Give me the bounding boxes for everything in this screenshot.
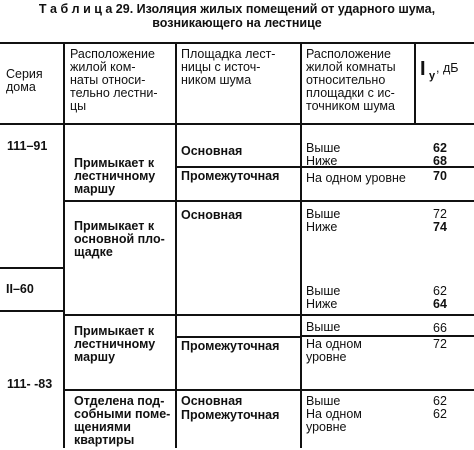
landing-intermediate: Промежуточная bbox=[181, 408, 280, 422]
header-series: Серия дома bbox=[6, 67, 43, 94]
iy-value: 70 bbox=[433, 169, 447, 183]
divider-col1 bbox=[63, 42, 65, 448]
landing-main: Основная bbox=[181, 394, 243, 408]
series-111-91: 111–91 bbox=[7, 139, 48, 153]
relative-position: Выше bbox=[306, 141, 341, 155]
relative-position: Выше bbox=[306, 284, 341, 298]
iy-value: 72 bbox=[433, 337, 447, 351]
landing-intermediate: Промежуточная bbox=[181, 169, 280, 183]
room-position: Отделена под- собными поме- щениями квартиры bbox=[74, 394, 171, 447]
landing-main: Основная bbox=[181, 208, 243, 222]
relative-position: Ниже bbox=[306, 154, 338, 168]
relative-position: Ниже bbox=[306, 297, 338, 311]
relative-position: Ниже bbox=[306, 220, 338, 234]
row-rule bbox=[64, 200, 474, 202]
header-relative-position: Расположение жилой комнаты относительно площадки с ис- точником шума bbox=[306, 47, 396, 113]
iy-value: 74 bbox=[433, 220, 447, 234]
header-bottom-rule bbox=[0, 123, 474, 125]
landing-main: Основная bbox=[181, 144, 243, 158]
relative-position: Выше bbox=[306, 320, 341, 334]
divider-col2 bbox=[175, 42, 177, 448]
iy-subscript: у bbox=[429, 70, 436, 82]
iy-unit: , дБ bbox=[436, 61, 459, 75]
iy-value: 62 bbox=[433, 141, 447, 155]
row-rule bbox=[64, 389, 474, 391]
relative-position: На одном уровне bbox=[306, 407, 362, 434]
row-rule bbox=[64, 314, 474, 316]
room-position: Примыкает к лестничному маршу bbox=[74, 324, 156, 364]
series-111-83: 111- -83 bbox=[7, 377, 53, 391]
relative-position: Выше bbox=[306, 394, 341, 408]
iy-value: 68 bbox=[433, 154, 447, 168]
row-rule bbox=[0, 310, 64, 312]
table-caption: Т а б л и ц а 29. Изоляция жилых помещений от ударного шума, bbox=[38, 2, 436, 16]
table-caption-line2: возникающего на лестнице bbox=[152, 16, 322, 30]
row-rule bbox=[176, 336, 301, 338]
iy-value: 64 bbox=[433, 297, 447, 311]
iy-symbol: I bbox=[420, 58, 426, 80]
divider-col3 bbox=[300, 42, 302, 448]
room-position: Примыкает к основной пло- щадке bbox=[74, 219, 165, 259]
landing-intermediate: Промежуточная bbox=[181, 339, 280, 353]
iy-value: 62 bbox=[433, 407, 447, 421]
iy-value: 72 bbox=[433, 207, 447, 221]
divider-col4 bbox=[414, 42, 416, 124]
header-top-rule bbox=[0, 42, 474, 44]
relative-position: На одном уровне bbox=[306, 337, 362, 364]
room-position: Примыкает к лестничному маршу bbox=[74, 156, 156, 196]
row-rule bbox=[0, 267, 64, 269]
iy-value: 62 bbox=[433, 284, 447, 298]
series-ii-60: II–60 bbox=[6, 282, 34, 296]
header-room-position: Расположение жилой ком- наты относи- тельно лестни- цы bbox=[70, 47, 158, 113]
iy-value: 66 bbox=[433, 321, 447, 335]
relative-position: На одном уровне bbox=[306, 171, 406, 185]
relative-position: Выше bbox=[306, 207, 341, 221]
iy-value: 62 bbox=[433, 394, 447, 408]
header-landing: Площадка лест- ницы с источ- ником шума bbox=[181, 47, 276, 87]
